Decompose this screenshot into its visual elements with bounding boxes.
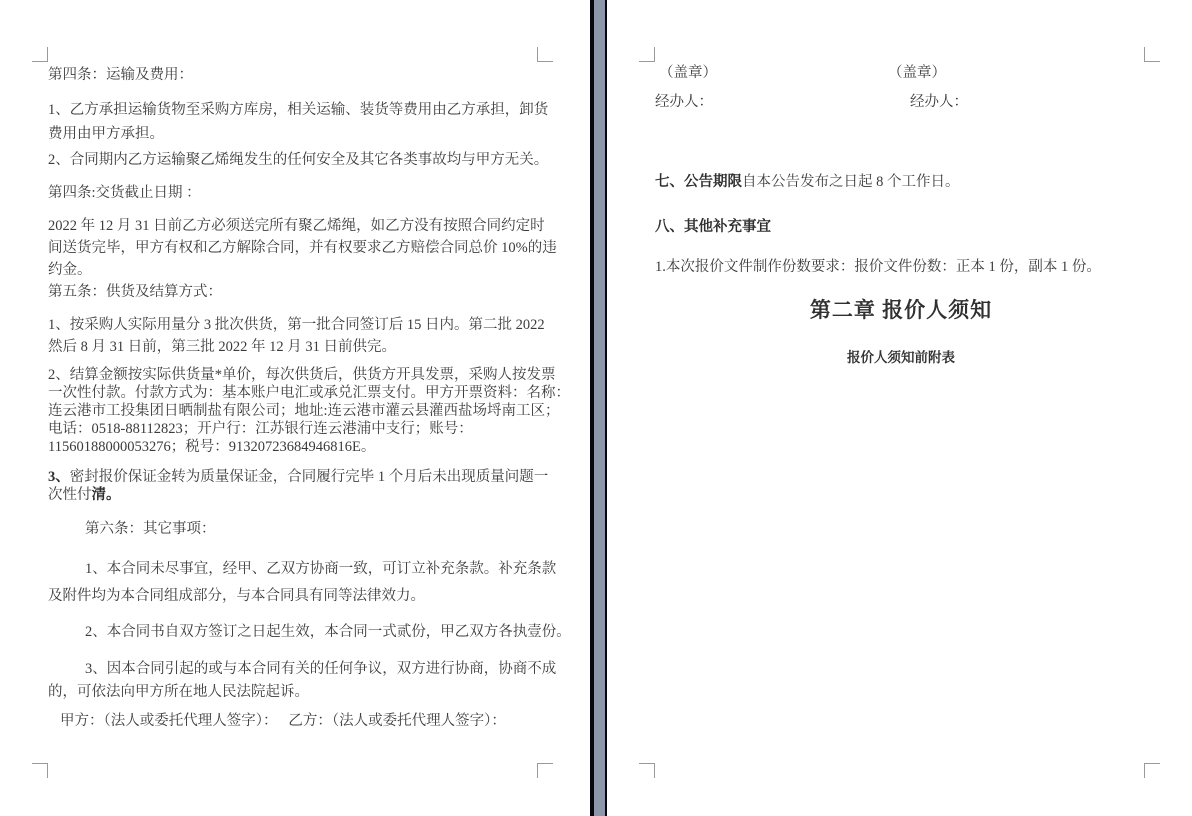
clause-6-heading: 第六条：其它事项： (85, 521, 216, 537)
page-gap-divider (590, 0, 607, 816)
supplementary-item-1: 1.本次报价文件制作份数要求：报价文件份数：正本 1 份，副本 1 份。 (655, 259, 1101, 275)
clause-4-transport-heading: 第四条：运输及费用： (48, 67, 193, 83)
clause-6-item-1: 1、本合同未尽事宜，经甲、乙双方协商一致，可订立补充条款。补充条款 及附件均为本合同组成部分，与本合同具有同等法律效力。 (48, 561, 557, 604)
clause-5-item-3-deposit: 3、密封报价保证金转为质量保证金，合同履行完毕 1 个月后未出现质量问题一 次性付清。 (48, 469, 549, 503)
text-boundary-mark-bottom-right (1144, 763, 1160, 778)
chapter-2-title: 第二章 报价人须知 (809, 298, 993, 322)
clause-5-heading: 第五条：供货及结算方式： (48, 284, 222, 300)
document-page-left[interactable] (0, 0, 590, 816)
bidder-notice-table-subtitle: 报价人须知前附表 (847, 350, 955, 365)
text-boundary-mark-bottom-left (639, 763, 655, 778)
handler-label-left: 经办人： (655, 94, 713, 110)
announcement-period-paragraph: 七、公告期限自本公告发布之日起 8 个工作日。 (655, 174, 960, 190)
delivery-deadline-paragraph: 2022 年 12 月 31 日前乙方必须送完所有聚乙烯绳，如乙方没有按照合同约定时 间送货完毕，甲方有权和乙方解除合同，并有权要求乙方赔偿合同总价 10%的违 约金。 (48, 218, 557, 278)
document-page-right[interactable] (607, 0, 1192, 816)
clause-4-item-2: 2、合同期内乙方运输聚乙烯绳发生的任何安全及其它各类事故均与甲方无关。 (48, 152, 549, 168)
clause-4-delivery-deadline-heading: 第四条:交货截止日期 ： (48, 185, 201, 201)
stamp-label-left: （盖章） (659, 65, 717, 81)
clause-5-item-2-payment-details: 2、结算金额按实际供货量*单价，每次供货后，供货方开具发票，采购人按发票 一次性付款。付款方式为：基本账户电汇或承兑汇票支付。甲方开票资料：名称： 连云港市工投集团日晒制盐有限公司；地址:连云港市灌云县灌西盐场埒南工区； 电话：0518-88112823；开户行：江苏银行连云港浦中支行；账号： 11560188000053276；税号：91320723684946816E。 (48, 367, 570, 455)
stamp-label-right: （盖章） (888, 65, 946, 81)
text-boundary-mark-top-right (1144, 47, 1160, 62)
clause-4-item-1: 1、乙方承担运输货物至采购方库房，相关运输、装货等费用由乙方承担，卸货 费用由甲方承担。 (48, 102, 549, 142)
text-boundary-mark-bottom-right (537, 763, 553, 778)
clause-5-item-1: 1、按采购人实际用量分 3 批次供货，第一批合同签订后 15 日内。第二批 2022 然后 8 月 31 日前，第三批 2022 年 12 月 31 日前供完。 (48, 317, 545, 355)
text-boundary-mark-top-left (32, 47, 48, 62)
clause-6-item-3: 3、因本合同引起的或与本合同有关的任何争议，双方进行协商，协商不成 的，可依法向甲方所在地人民法院起诉。 (48, 661, 557, 700)
signature-line: 甲方：（法人或委托代理人签字）： 乙方：（法人或委托代理人签字）： (60, 713, 506, 729)
clause-6-item-2: 2、本合同书自双方签订之日起生效，本合同一式贰份，甲乙双方各执壹份。 (85, 624, 571, 640)
supplementary-matters-heading: 八、其他补充事宜 (655, 219, 771, 235)
text-boundary-mark-top-right (537, 47, 553, 62)
handler-label-right: 经办人： (910, 94, 968, 110)
text-boundary-mark-top-left (639, 47, 655, 62)
text-boundary-mark-bottom-left (32, 763, 48, 778)
